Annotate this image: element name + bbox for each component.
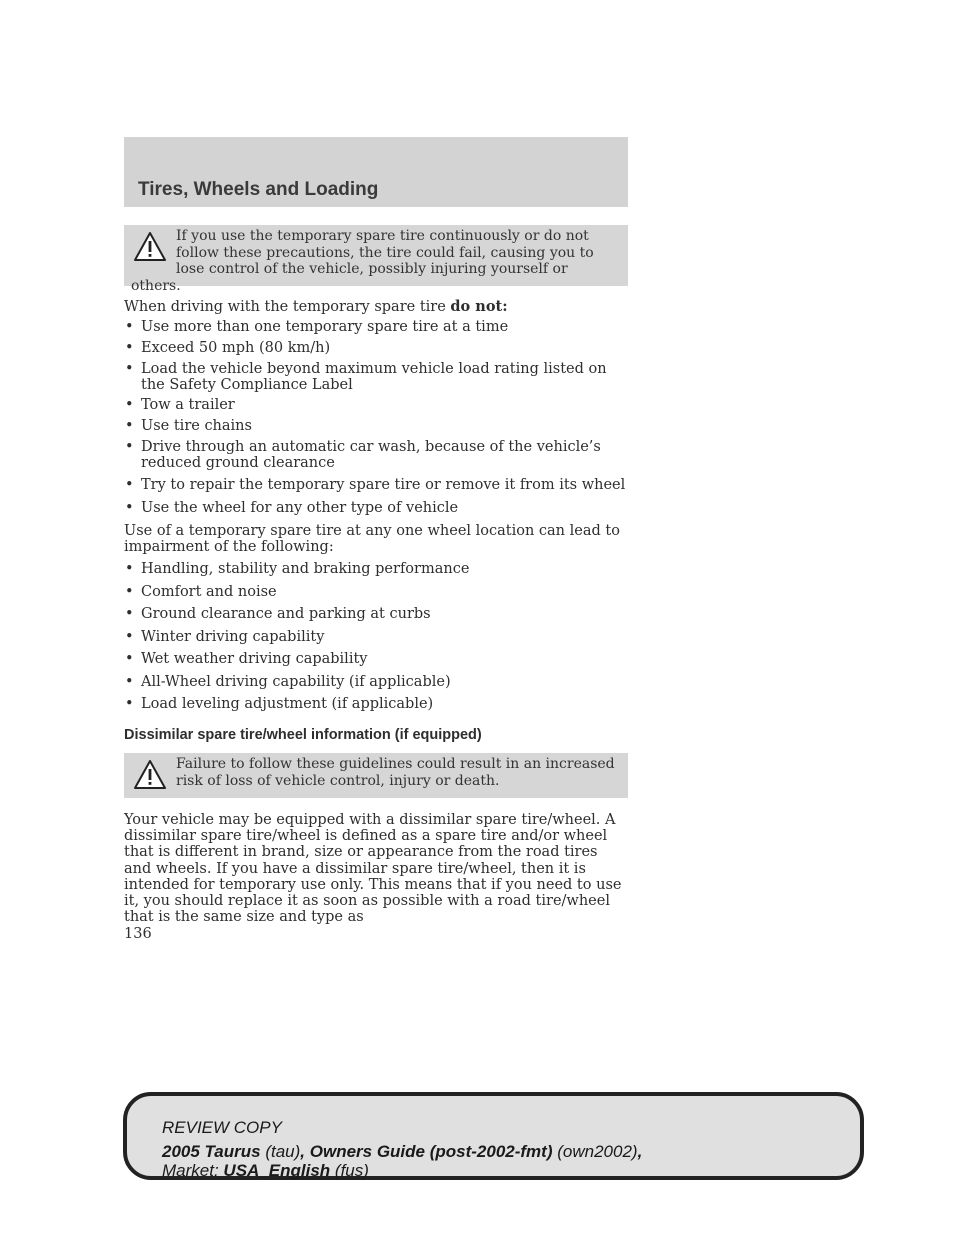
warning-text: Failure to follow these guidelines could result in an increased risk of loss of vehicle control, injury or death. [176,756,615,789]
warning-triangle-icon [134,759,166,791]
impairment-intro: Use of a temporary spare tire at any one wheel location can lead to impairment of the following: [124,523,620,556]
list-item: • Use tire chains [124,419,252,435]
list-item: • Load leveling adjustment (if applicable) [124,697,433,713]
footer-model: 2005 Taurus [162,1142,261,1161]
list-item: • Use the wheel for any other type of vehicle [124,501,458,517]
list-item: • Handling, stability and braking performance [124,562,469,578]
intro-emphasis: do not: [450,298,508,315]
footer-guide-code: (own2002) [557,1142,638,1161]
warning-box-spare-tire [124,225,628,294]
warning-box-dissimilar [124,753,628,798]
list-item: • Exceed 50 mph (80 km/h) [124,341,330,357]
footer-comma: , [637,1142,643,1161]
list-item: • All-Wheel driving capability (if applicable) [124,675,451,691]
footer-guide: , Owners Guide (post-2002-fmt) [300,1142,553,1161]
do-not-intro [124,299,628,315]
intro-text: When driving with the temporary spare tire [124,299,451,315]
dissimilar-paragraph: Your vehicle may be equipped with a dissimilar spare tire/wheel. A dissimilar spare tire/wheel is defined as a spare tire and/or wheel that is different in brand, size or appearance from the road tires and wheels. If you have a dissimilar spare tire/wheel, then it is intended for temporary use only. This means that if you need to use it, you should replace it as soon as possible with a road tire/wheel that is the same size and type as [124,812,622,926]
list-item: • Try to repair the temporary spare tire or remove it from its wheel [124,478,628,494]
subheading-dissimilar-spare: Dissimilar spare tire/wheel information (if equipped) [124,727,482,743]
warning-text: If you use the temporary spare tire continuously or do not follow these precautions, the tire could fail, causing you to lose control of the vehicle, possibly injuring yourself or others. [131,228,594,294]
list-item: • Winter driving capability [124,630,324,646]
list-item: • Wet weather driving capability [124,652,367,668]
footer-model-line [162,1142,642,1162]
warning-triangle-icon [134,231,166,263]
footer-market-code: (fus) [334,1161,369,1180]
list-item: • Ground clearance and parking at curbs [124,607,431,623]
review-copy-footer [123,1092,864,1180]
list-item: • Use more than one temporary spare tire at a time [124,320,508,336]
list-item: • Drive through an automatic car wash, because of the vehicle’s reduced ground clearance [124,440,628,471]
section-header-band [124,137,628,207]
list-item: • Tow a trailer [124,398,235,414]
list-item: • Comfort and noise [124,585,277,601]
section-title: Tires, Wheels and Loading [138,179,379,200]
footer-review-label: REVIEW COPY [162,1118,282,1137]
list-item: • Load the vehicle beyond maximum vehicle load rating listed on the Safety Compliance Label [124,362,628,393]
page-number: 136 [124,926,152,942]
footer-market-line [162,1161,369,1181]
footer-model-code: (tau) [265,1142,301,1161]
footer-market: USA_English [223,1161,331,1180]
footer-market-label: Market: [162,1161,219,1180]
